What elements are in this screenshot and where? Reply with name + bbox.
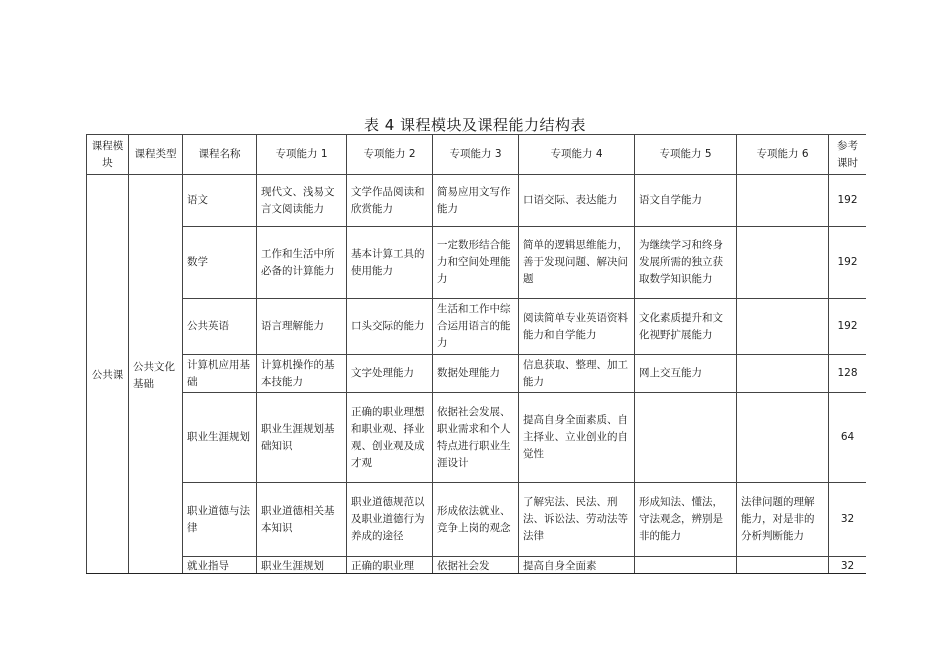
table-row bbox=[87, 175, 867, 227]
course-name-cell: 就业指导 bbox=[183, 557, 257, 575]
header-cell: 专项能力 2 bbox=[347, 135, 433, 175]
course-name-cell: 数学 bbox=[183, 227, 257, 299]
table-row bbox=[87, 483, 867, 557]
hours-cell: 192 bbox=[829, 175, 867, 227]
table-cell: 生活和工作中综合运用语言的能力 bbox=[433, 299, 519, 355]
course-table-wrapper bbox=[86, 134, 866, 574]
table-cell: 阅读简单专业英语资料能力和自学能力 bbox=[519, 299, 635, 355]
table-cell: 简单的逻辑思维能力，善于发现问题、解决问题 bbox=[519, 227, 635, 299]
header-cell: 课程模块 bbox=[87, 135, 129, 175]
table-cell: 职业道德相关基本知识 bbox=[257, 483, 347, 557]
table-cell: 现代文、浅易文言文阅读能力 bbox=[257, 175, 347, 227]
hours-cell: 64 bbox=[829, 393, 867, 483]
hours-cell: 128 bbox=[829, 355, 867, 393]
header-cell: 专项能力 3 bbox=[433, 135, 519, 175]
table-cell: 数据处理能力 bbox=[433, 355, 519, 393]
table-cell: 提高自身全面素 bbox=[519, 557, 635, 575]
hours-cell: 32 bbox=[829, 557, 867, 575]
header-cell: 专项能力 1 bbox=[257, 135, 347, 175]
course-type-cell: 公共文化基础 bbox=[129, 175, 183, 575]
table-cell: 一定数形结合能力和空间处理能力 bbox=[433, 227, 519, 299]
course-name-cell: 计算机应用基础 bbox=[183, 355, 257, 393]
table-cell: 文学作品阅读和欣赏能力 bbox=[347, 175, 433, 227]
course-ability-table bbox=[86, 134, 866, 574]
table-cell: 文字处理能力 bbox=[347, 355, 433, 393]
table-cell: 正确的职业理 bbox=[347, 557, 433, 575]
table-cell: 形成知法、懂法，守法观念，辨别是非的能力 bbox=[635, 483, 737, 557]
table-row bbox=[87, 393, 867, 483]
header-cell: 课程名称 bbox=[183, 135, 257, 175]
table-cell: 提高自身全面素质、自主择业、立业创业的自觉性 bbox=[519, 393, 635, 483]
table-cell bbox=[635, 557, 737, 575]
table-cell: 职业生涯规划基础知识 bbox=[257, 393, 347, 483]
table-cell: 形成依法就业、竞争上岗的观念 bbox=[433, 483, 519, 557]
table-cell bbox=[737, 175, 829, 227]
table-cell: 简易应用文写作能力 bbox=[433, 175, 519, 227]
table-cell bbox=[737, 355, 829, 393]
table-cell: 基本计算工具的使用能力 bbox=[347, 227, 433, 299]
table-cell: 法律问题的理解能力，对是非的分析判断能力 bbox=[737, 483, 829, 557]
hours-cell: 32 bbox=[829, 483, 867, 557]
header-cell: 课程类型 bbox=[129, 135, 183, 175]
table-cell: 口头交际的能力 bbox=[347, 299, 433, 355]
table-cell: 依据社会发 bbox=[433, 557, 519, 575]
table-cell: 依据社会发展、职业需求和个人特点进行职业生涯设计 bbox=[433, 393, 519, 483]
header-cell: 参考课时 bbox=[829, 135, 867, 175]
table-cell: 职业生涯规划 bbox=[257, 557, 347, 575]
header-cell: 专项能力 5 bbox=[635, 135, 737, 175]
table-title: 表 4 课程模块及课程能力结构表 bbox=[363, 116, 587, 134]
table-cell: 正确的职业理想和职业观、择业观、创业观及成才观 bbox=[347, 393, 433, 483]
table-cell bbox=[737, 299, 829, 355]
course-name-cell: 职业生涯规划 bbox=[183, 393, 257, 483]
table-cell: 文化素质提升和文化视野扩展能力 bbox=[635, 299, 737, 355]
header-row bbox=[87, 135, 867, 175]
header-cell: 专项能力 4 bbox=[519, 135, 635, 175]
table-row bbox=[87, 355, 867, 393]
hours-cell: 192 bbox=[829, 227, 867, 299]
table-cell: 语言理解能力 bbox=[257, 299, 347, 355]
table-cell: 工作和生活中所必备的计算能力 bbox=[257, 227, 347, 299]
table-cell bbox=[737, 557, 829, 575]
course-name-cell: 语文 bbox=[183, 175, 257, 227]
table-cell bbox=[635, 393, 737, 483]
table-cell bbox=[737, 393, 829, 483]
header-cell: 专项能力 6 bbox=[737, 135, 829, 175]
table-row bbox=[87, 299, 867, 355]
table-cell: 语文自学能力 bbox=[635, 175, 737, 227]
table-cell bbox=[737, 227, 829, 299]
module-cell: 公共课 bbox=[87, 175, 129, 575]
table-cell: 了解宪法、民法、刑法、诉讼法、劳动法等法律 bbox=[519, 483, 635, 557]
table-cell: 计算机操作的基本技能力 bbox=[257, 355, 347, 393]
hours-cell: 192 bbox=[829, 299, 867, 355]
table-cell: 信息获取、整理、加工能力 bbox=[519, 355, 635, 393]
course-name-cell: 公共英语 bbox=[183, 299, 257, 355]
table-cell: 职业道德规范以及职业道德行为养成的途径 bbox=[347, 483, 433, 557]
table-cell: 为继续学习和终身发展所需的独立获取数学知识能力 bbox=[635, 227, 737, 299]
table-row bbox=[87, 557, 867, 575]
course-name-cell: 职业道德与法律 bbox=[183, 483, 257, 557]
table-cell: 网上交互能力 bbox=[635, 355, 737, 393]
table-cell: 口语交际、表达能力 bbox=[519, 175, 635, 227]
table-row bbox=[87, 227, 867, 299]
